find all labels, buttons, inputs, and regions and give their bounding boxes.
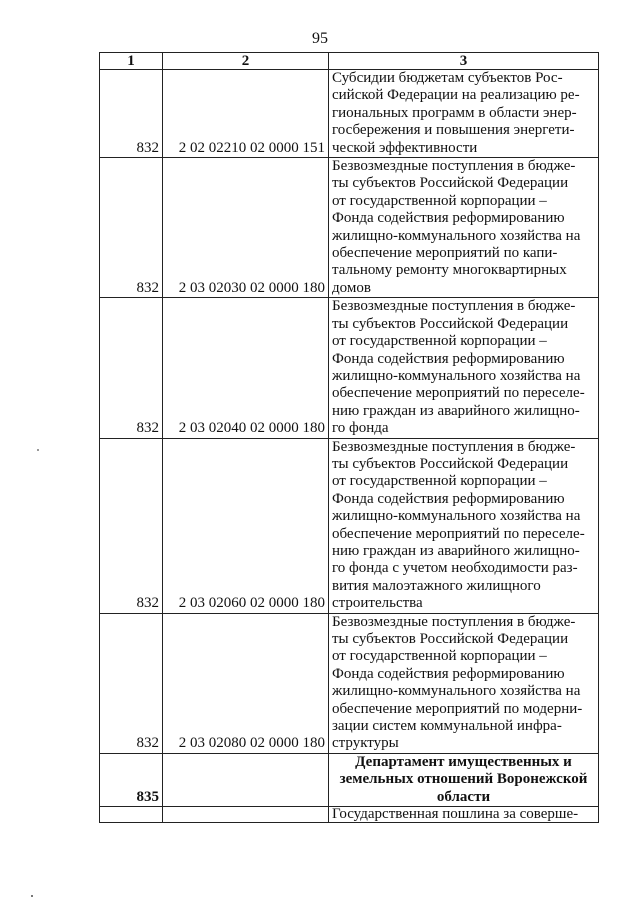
department-revenue-code — [163, 753, 329, 806]
description-line: Фонда содействия реформированию — [332, 350, 565, 367]
description-line: Безвозмездные поступления в бюдже- — [332, 298, 576, 315]
description-line: Субсидии бюджетам субъектов Рос- — [332, 70, 563, 86]
description-line: Безвозмездные поступления в бюдже- — [332, 438, 576, 455]
department-title-line: области — [436, 788, 491, 805]
department-title-line: земельных отношений Воронежской — [339, 771, 588, 788]
table-row — [100, 158, 599, 298]
description-line: ческой эффективности — [332, 139, 478, 156]
description-line: жилищно-коммунального хозяйства на — [332, 227, 581, 244]
revenue-description — [329, 298, 599, 438]
table-header-row — [100, 53, 599, 70]
page-number: 95 — [312, 30, 328, 47]
description-line: ты субъектов Российской Федерации — [332, 315, 569, 332]
scan-speck — [37, 449, 39, 451]
description-line: жилищно-коммунального хозяйства на — [332, 683, 581, 700]
department-title — [329, 753, 599, 806]
description-line: обеспечение мероприятий по переселе- — [332, 385, 585, 402]
department-title-line: Департамент имущественных и — [355, 753, 572, 770]
description-line: госбережения и повышения энергети- — [332, 122, 575, 139]
description-line: нию граждан из аварийного жилищно- — [332, 402, 580, 419]
description-line: нию граждан из аварийного жилищно- — [332, 542, 580, 559]
revenue-code: 2 03 02040 02 0000 180 — [163, 298, 329, 438]
department-admin-code: 835 — [100, 753, 163, 806]
description-line: го фонда с учетом необходимости раз- — [332, 560, 578, 577]
description-line: Фонда содействия реформированию — [332, 210, 565, 227]
description-line: обеспечение мероприятий по модерни- — [332, 700, 583, 717]
description-line: жилищно-коммунального хозяйства на — [332, 367, 581, 384]
description-line: Безвозмездные поступления в бюдже- — [332, 613, 576, 630]
revenue-code: 2 03 02030 02 0000 180 — [163, 158, 329, 298]
description-line: строительства — [332, 595, 423, 612]
revenue-description — [329, 438, 599, 613]
table-row-continued — [100, 807, 599, 823]
description-line: структуры — [332, 735, 399, 752]
description-line: вития малоэтажного жилищного — [332, 577, 541, 594]
admin-code: 832 — [100, 613, 163, 753]
admin-code: 832 — [100, 158, 163, 298]
description-line: от государственной корпорации – — [332, 192, 547, 209]
revenue-description: Государственная пошлина за соверше- — [329, 807, 599, 823]
admin-code: 832 — [100, 298, 163, 438]
revenue-description — [329, 613, 599, 753]
revenue-code: 2 02 02210 02 0000 151 — [163, 70, 329, 158]
description-line: обеспечение мероприятий по переселе- — [332, 525, 585, 542]
description-line: жилищно-коммунального хозяйства на — [332, 508, 581, 525]
description-line: от государственной корпорации – — [332, 473, 547, 490]
table-row — [100, 298, 599, 438]
description-line: Фонда содействия реформированию — [332, 490, 565, 507]
description-line: го фонда — [332, 420, 389, 437]
description-line: Безвозмездные поступления в бюдже- — [332, 158, 576, 175]
table-row — [100, 613, 599, 753]
description-line: от государственной корпорации – — [332, 333, 547, 350]
revenue-code: 2 03 02060 02 0000 180 — [163, 438, 329, 613]
description-line: ты субъектов Российской Федерации — [332, 175, 569, 192]
scan-speck — [31, 895, 33, 897]
description-line: ты субъектов Российской Федерации — [332, 631, 569, 647]
revenue-code — [163, 807, 329, 823]
description-line: от государственной корпорации – — [332, 648, 547, 665]
table-body — [100, 70, 599, 823]
description-line: тальному ремонту многоквартирных — [332, 262, 567, 279]
department-row — [100, 753, 599, 806]
revenue-description — [329, 158, 599, 298]
description-line: зации систем коммунальной инфра- — [332, 718, 562, 735]
column-header-1: 1 — [100, 53, 163, 70]
description-line: ты субъектов Российской Федерации — [332, 455, 569, 472]
revenue-code: 2 03 02080 02 0000 180 — [163, 613, 329, 753]
description-line: гиональных программ в области энер- — [332, 104, 577, 121]
description-line: обеспечение мероприятий по капи- — [332, 245, 558, 262]
admin-code: 832 — [100, 438, 163, 613]
admin-code: 832 — [100, 70, 163, 158]
admin-code — [100, 807, 163, 823]
description-line: Фонда содействия реформированию — [332, 665, 565, 682]
description-line: домов — [332, 279, 371, 296]
column-header-2: 2 — [163, 53, 329, 70]
description-line: сийской Федерации на реализацию ре- — [332, 87, 580, 104]
budget-classification-table — [99, 52, 599, 823]
revenue-description — [329, 70, 599, 158]
table-row — [100, 438, 599, 613]
column-header-3: 3 — [329, 53, 599, 70]
table-row — [100, 70, 599, 158]
